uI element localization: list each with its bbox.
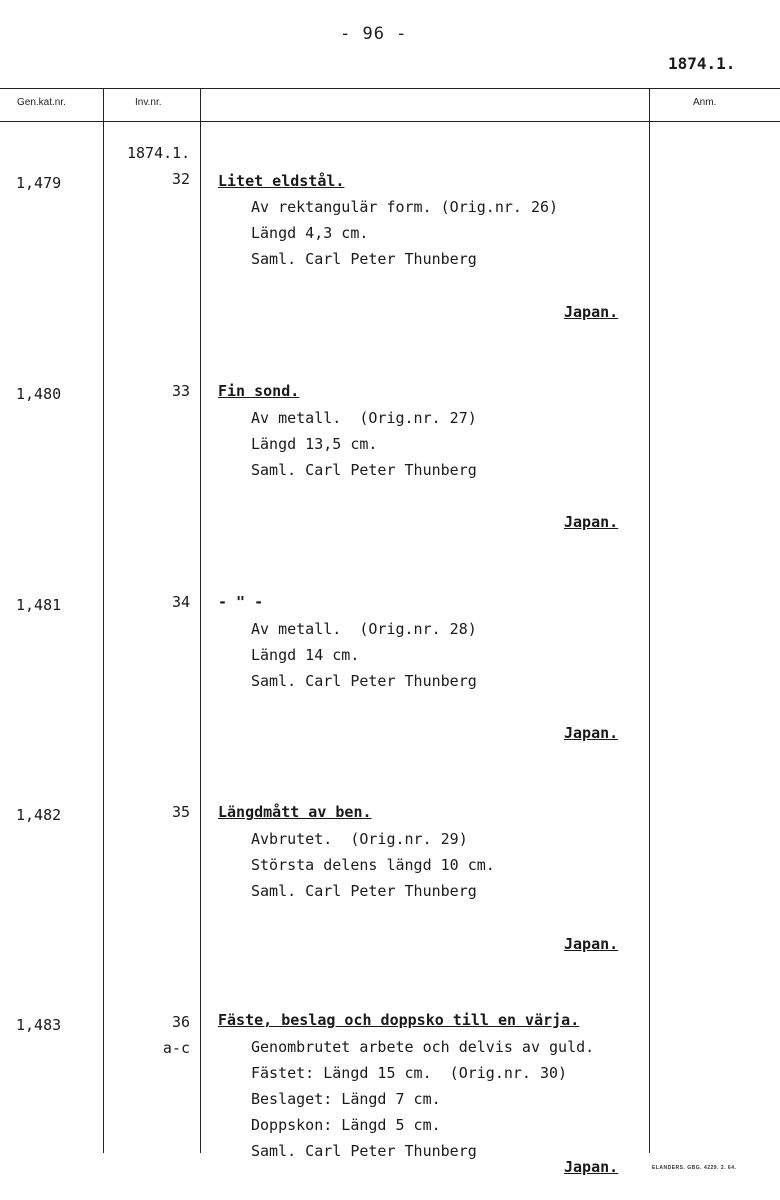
entry-line: Av rektangulär form. (Orig.nr. 26) bbox=[251, 198, 559, 216]
gen-kat-number: 1,480 bbox=[16, 385, 62, 403]
entry-origin: Japan. bbox=[564, 935, 619, 953]
section-label: 1874.1. bbox=[127, 144, 191, 162]
entry-origin: Japan. bbox=[564, 1158, 619, 1176]
entry-line: Av metall. (Orig.nr. 28) bbox=[251, 620, 477, 638]
header-rule bbox=[0, 121, 780, 122]
entry-line: Avbrutet. (Orig.nr. 29) bbox=[251, 830, 468, 848]
entry-title: - " - bbox=[218, 593, 264, 611]
entry-origin: Japan. bbox=[564, 303, 619, 321]
column-divider-inv bbox=[200, 88, 201, 1153]
inv-number: 35 bbox=[171, 803, 190, 821]
column-header-anm: Anm. bbox=[693, 97, 717, 108]
entry-line: Genombrutet arbete och delvis av guld. bbox=[251, 1038, 595, 1056]
entry-title: Litet eldstål. bbox=[218, 172, 345, 190]
entry-line: Saml. Carl Peter Thunberg bbox=[251, 672, 477, 690]
entry-title: Längdmått av ben. bbox=[218, 803, 372, 821]
gen-kat-number: 1,481 bbox=[16, 596, 62, 614]
entry-line: Saml. Carl Peter Thunberg bbox=[251, 1142, 477, 1160]
running-head: 1874.1. bbox=[668, 54, 736, 73]
entry-line: Doppskon: Längd 5 cm. bbox=[251, 1116, 441, 1134]
entry-line: Längd 4,3 cm. bbox=[251, 224, 369, 242]
inv-number: 33 bbox=[171, 382, 190, 400]
gen-kat-number: 1,482 bbox=[16, 806, 62, 824]
entry-line: Fästet: Längd 15 cm. (Orig.nr. 30) bbox=[251, 1064, 568, 1082]
entry-title: Fäste, beslag och doppsko till en värja. bbox=[218, 1011, 580, 1029]
inv-number: 32 bbox=[171, 170, 190, 188]
entry-line: Saml. Carl Peter Thunberg bbox=[251, 882, 477, 900]
inv-number: 34 bbox=[171, 593, 190, 611]
entry-line: Längd 14 cm. bbox=[251, 646, 360, 664]
column-header-inv: Inv.nr. bbox=[135, 97, 162, 108]
gen-kat-number: 1,479 bbox=[16, 174, 62, 192]
entry-line: Största delens längd 10 cm. bbox=[251, 856, 495, 874]
entry-line: Saml. Carl Peter Thunberg bbox=[251, 461, 477, 479]
entry-line: Längd 13,5 cm. bbox=[251, 435, 378, 453]
entry-origin: Japan. bbox=[564, 724, 619, 742]
top-rule bbox=[0, 88, 780, 89]
inv-number-suffix: a-c bbox=[162, 1039, 190, 1057]
column-divider-anm bbox=[649, 88, 650, 1153]
inv-number: 36 bbox=[171, 1013, 190, 1031]
entry-line: Beslaget: Längd 7 cm. bbox=[251, 1090, 441, 1108]
entry-line: Saml. Carl Peter Thunberg bbox=[251, 250, 477, 268]
column-divider-gen bbox=[103, 88, 104, 1153]
column-header-gen: Gen.kat.nr. bbox=[17, 97, 66, 108]
entry-title: Fin sond. bbox=[218, 382, 300, 400]
gen-kat-number: 1,483 bbox=[16, 1016, 62, 1034]
entry-origin: Japan. bbox=[564, 513, 619, 531]
entry-line: Av metall. (Orig.nr. 27) bbox=[251, 409, 477, 427]
printer-mark: ELANDERS. GBG. 4229. 2. 64. bbox=[652, 1165, 737, 1171]
page-number: - 96 - bbox=[340, 24, 408, 44]
